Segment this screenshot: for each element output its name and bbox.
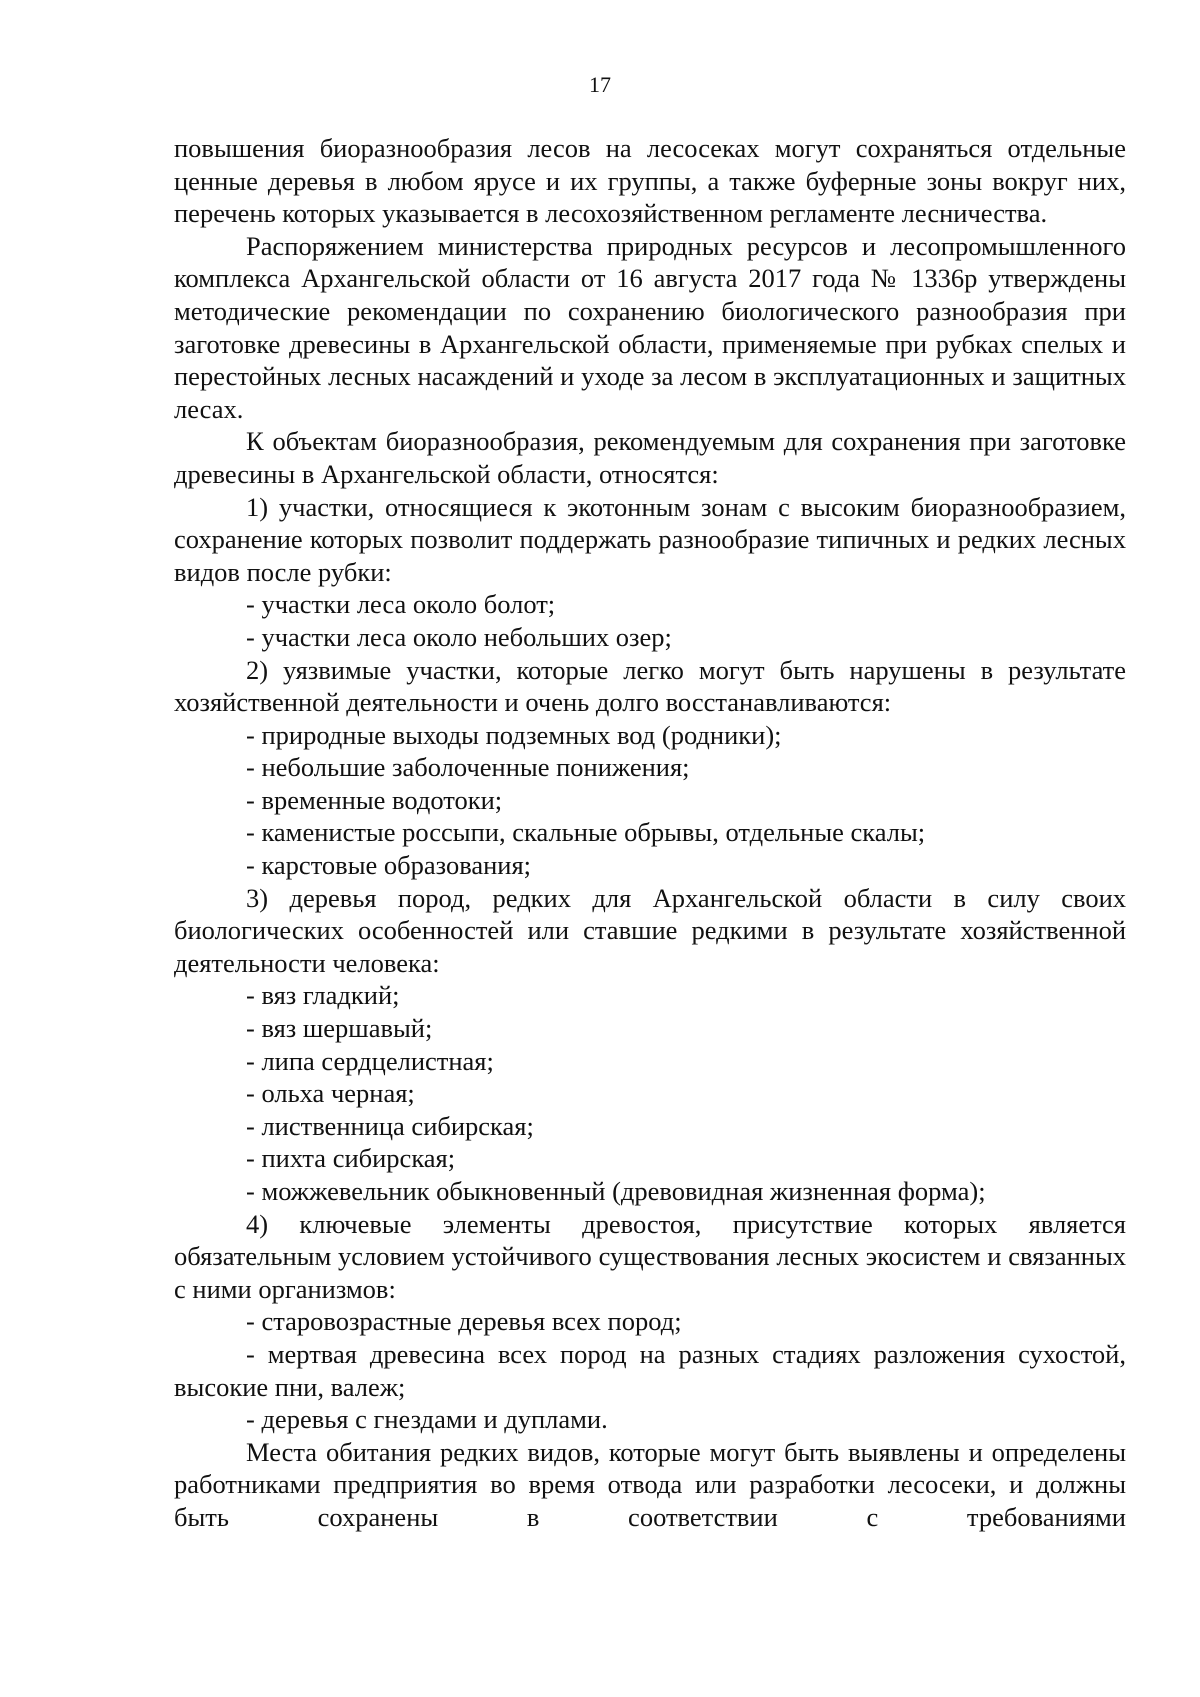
page-number: 17 <box>589 72 611 97</box>
list-item-3-rare-species-trees: 3) деревья пород, редких для Архангельской области в силу своих биологических особенностей или ставшие редкими в результате хозяйственной деятельности человека: <box>174 882 1126 978</box>
paragraph-rare-species-habitats: Места обитания редких видов, которые могут быть выявлены и определены работниками предприятия во время отвода или разработки лесосеки, и должны быть сохранены в соответствии с требованиями <box>174 1436 1126 1532</box>
list-subitem: - старовозрастные деревья всех пород; <box>246 1306 682 1337</box>
list-subitem: - липа сердцелистная; <box>246 1045 494 1076</box>
list-subitem: - ольха черная; <box>246 1078 415 1109</box>
list-subitem: - можжевельник обыкновенный (древовидная жизненная форма); <box>246 1176 986 1206</box>
list-subitem: - лиственница сибирская; <box>246 1110 534 1141</box>
list-subitem: - каменистые россыпи, скальные обрывы, отдельные скалы; <box>246 817 926 848</box>
list-subitem-wrapped: - мертвая древесина всех пород на разных стадиях разложения сухостой, высокие пни, валеж; <box>174 1338 1126 1402</box>
paragraph-order-reference: Распоряжением министерства природных ресурсов и лесопромышленного комплекса Архангельской области от 16 августа 2017 года № 1336р утверждены методические рекомендации по сохранению биологического разнообразия при заготовке древесины в Архангельской области, применяемые при рубках спелых и перестойных лесных насаждений и уходе за лесом в эксплуатационных и защитных лесах. <box>174 230 1126 424</box>
list-subitem: - вяз шершавый; <box>246 1013 433 1044</box>
list-subitem: - природные выходы подземных вод (родники); <box>246 719 782 750</box>
list-item-1-ecotone: 1) участки, относящиеся к экотонным зонам с высоким биоразнообразием, сохранение которых позволит поддержать разнообразие типичных и редких лесных видов после рубки: <box>174 491 1126 587</box>
list-subitem: - карстовые образования; <box>246 850 532 881</box>
list-subitem: - деревья с гнездами и дуплами. <box>246 1404 608 1435</box>
list-subitem: - небольшие заболоченные понижения; <box>246 752 690 783</box>
list-subitem: - пихта сибирская; <box>246 1143 456 1174</box>
paragraph-continued: повышения биоразнообразия лесов на лесосеках могут сохраняться отдельные ценные деревья в любом ярусе и их группы, а также буферные зоны вокруг них, перечень которых указывается в лесохозяйственном регламенте лесничества. <box>174 133 1126 229</box>
document-body <box>174 132 1126 1534</box>
list-subitem: - вяз гладкий; <box>246 980 400 1011</box>
list-subitem: - временные водотоки; <box>246 784 503 815</box>
paragraph-biodiversity-objects-intro: К объектам биоразнообразия, рекомендуемым для сохранения при заготовке древесины в Архангельской области, относятся: <box>174 426 1126 489</box>
list-item-2-vulnerable-sites: 2) уязвимые участки, которые легко могут быть нарушены в результате хозяйственной деятельности и очень долго восстанавливаются: <box>174 654 1126 718</box>
list-subitem: - участки леса около небольших озер; <box>246 621 672 652</box>
list-subitem: - участки леса около болот; <box>246 589 556 620</box>
list-item-4-key-elements: 4) ключевые элементы древостоя, присутствие которых является обязательным условием устойчивого существования лесных экосистем и связанных с ними организмов: <box>174 1208 1126 1304</box>
